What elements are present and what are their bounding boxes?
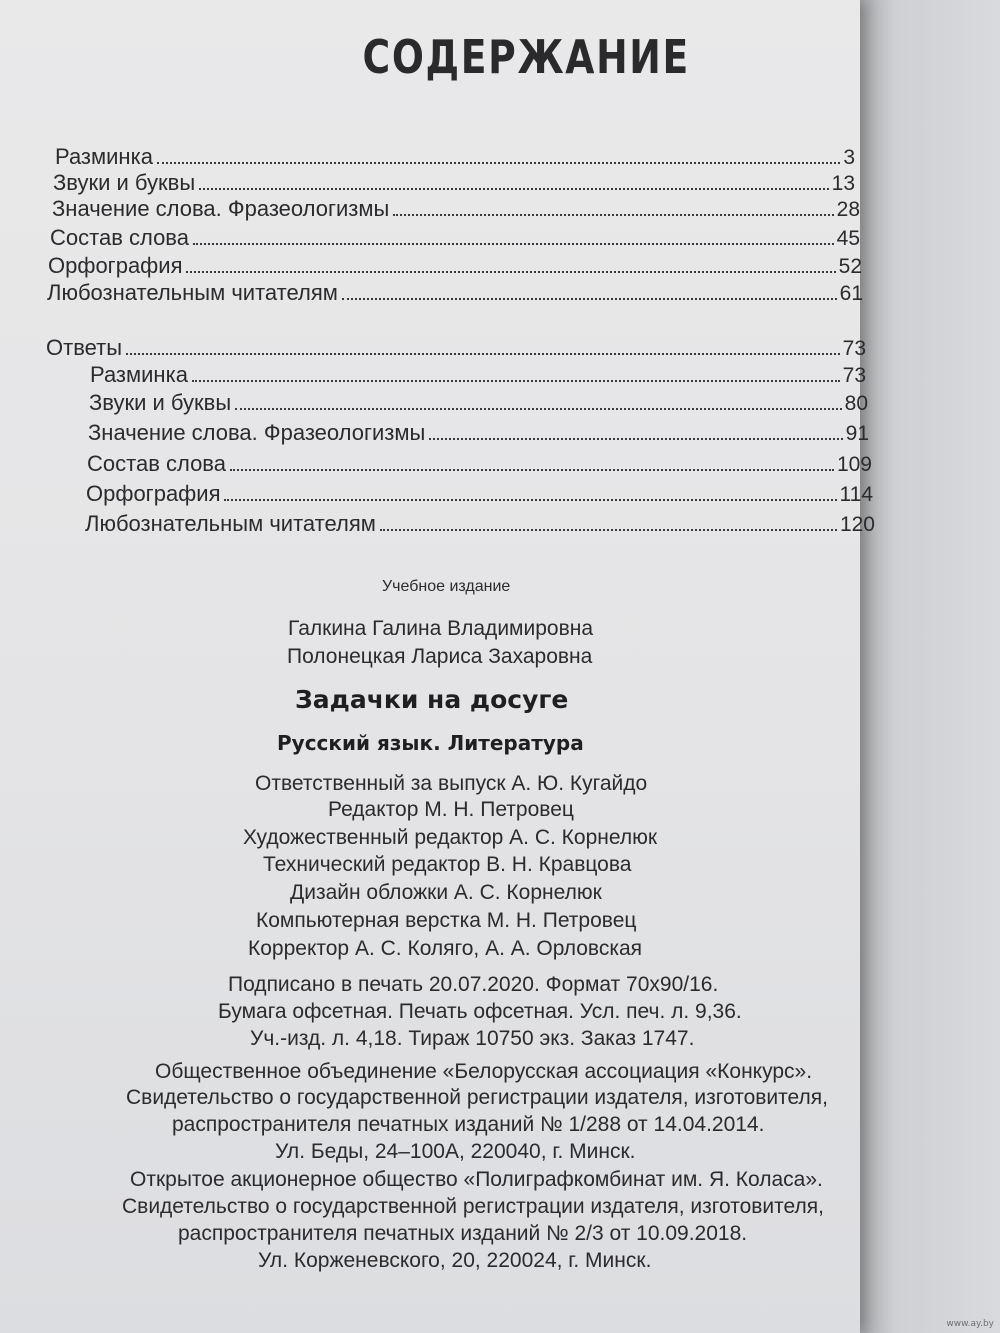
credit-line: Дизайн обложки А. С. Корнелюк [290,881,602,904]
toc-row [52,196,860,222]
dot-leader [224,499,836,501]
author-name: Полонецкая Лариса Захаровна [287,645,593,668]
contents-heading: СОДЕРЖАНИЕ [362,30,690,84]
toc-page: 52 [838,255,862,278]
print-info-line: Бумага офсетная. Печать офсетная. Усл. печ. л. 9,36. [218,1000,742,1023]
toc-row [90,362,866,388]
edition-type: Учебное издание [382,578,511,595]
toc-label: Значение слова. Фразеологизмы [88,420,426,445]
dot-leader [393,214,833,216]
toc-label: Орфография [86,481,221,506]
dot-leader [193,243,834,245]
credit-line: Компьютерная верстка М. Н. Петровец [256,909,637,932]
dot-leader [186,271,835,273]
dot-leader [157,162,840,164]
watermark: www.ay.by [946,1319,994,1329]
toc-row [48,253,862,279]
dot-leader [235,408,841,410]
toc-label: Любознательным читателям [47,280,338,305]
toc-page: 45 [836,227,860,250]
toc-label: Состав слова [50,225,189,250]
toc-row [53,170,855,196]
printer-line: Открытое акционерное общество «Полиграфкомбинат им. Я. Коласа». [130,1168,823,1191]
publisher-line: Ул. Беды, 24–100А, 220040, г. Минск. [275,1140,636,1163]
toc-page: 109 [836,453,872,476]
toc-label: Любознательным читателям [85,511,376,536]
toc-page: 73 [842,364,866,387]
table-of-contents [0,0,1000,560]
toc-label: Значение слова. Фразеологизмы [52,196,390,221]
printer-line: Свидетельство о государственной регистрации издателя, изготовителя, [122,1195,824,1218]
toc-row [89,390,868,416]
toc-row-answers [46,335,866,361]
toc-page: 28 [836,198,860,221]
printer-line: Ул. Корженевского, 20, 220024, г. Минск. [258,1249,652,1272]
toc-page: 80 [844,392,868,415]
print-info-line: Подписано в печать 20.07.2020. Формат 70х90/16. [228,973,719,996]
toc-page: 91 [845,422,869,445]
credit-line: Редактор М. Н. Петровец [328,798,574,821]
toc-label: Разминка [55,144,153,169]
toc-label: Разминка [90,362,188,387]
toc-page: 13 [831,172,855,195]
toc-label: Орфография [48,253,183,278]
dot-leader [199,188,828,190]
credit-line: Ответственный за выпуск А. Ю. Кугайдо [255,772,648,795]
toc-row [50,225,860,251]
toc-page: 73 [842,337,866,360]
print-info-line: Уч.-изд. л. 4,18. Тираж 10750 экз. Заказ 1747. [250,1027,695,1050]
printer-line: распространителя печатных изданий № 2/3 от 10.09.2018. [178,1222,748,1245]
toc-row [55,144,855,170]
author-name: Галкина Галина Владимировна [288,617,594,640]
toc-label: Звуки и буквы [53,170,196,195]
publisher-line: Свидетельство о государственной регистрации издателя, изготовителя, [126,1086,828,1109]
book-title: Задачки на досуге [295,685,569,714]
toc-page: 120 [839,513,875,536]
toc-label: Ответы [46,335,123,360]
credit-line: Технический редактор В. Н. Кравцова [263,853,632,876]
publisher-line: Общественное объединение «Белорусская ассоциация «Конкурс». [155,1060,813,1083]
toc-row [87,451,872,477]
publisher-line: распространителя печатных изданий № 1/288 от 14.04.2014. [172,1113,765,1136]
toc-page: 114 [839,483,873,506]
dot-leader [192,380,840,382]
credit-line: Корректор А. С. Коляго, А. А. Орловская [248,937,643,960]
dot-leader [380,529,837,531]
dot-leader [342,298,837,300]
toc-page: 3 [843,146,855,169]
toc-label: Состав слова [87,451,226,476]
toc-page: 61 [839,282,863,305]
toc-row [88,420,869,446]
toc-label: Звуки и буквы [89,390,232,415]
toc-row [47,280,863,306]
book-subtitle: Русский язык. Литература [277,731,584,755]
dot-leader [230,469,834,471]
dot-leader [126,353,840,355]
credit-line: Художественный редактор А. С. Корнелюк [243,826,658,849]
dot-leader [429,438,842,440]
toc-row [85,511,875,537]
toc-row [86,481,873,507]
